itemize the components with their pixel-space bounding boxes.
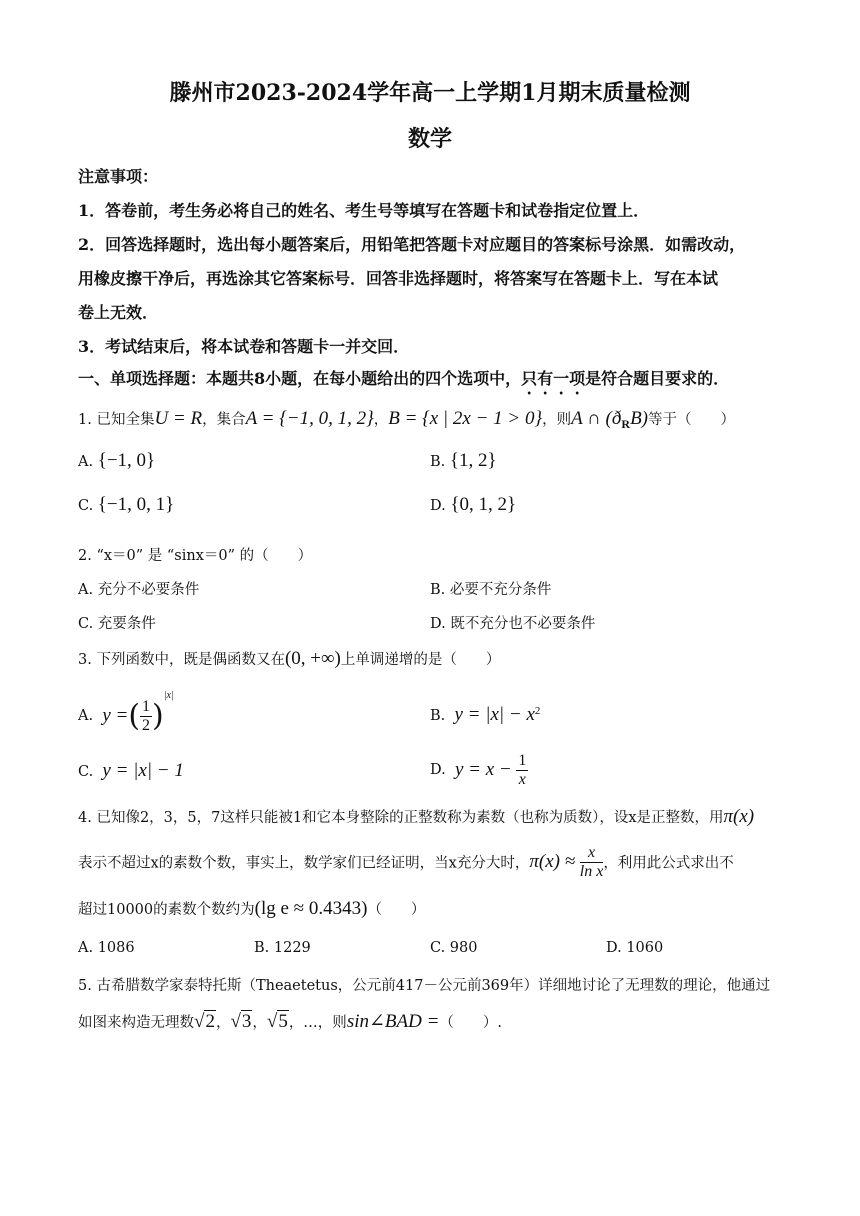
option-label: B. xyxy=(430,582,446,598)
q5-ellipsis: ，…，则 xyxy=(288,1015,347,1031)
notice-item-2-line1: 2．回答选择题时，选出每小题答案后，用铅笔把答题卡对应题目的答案标号涂黑．如需改动， xyxy=(78,235,746,254)
q1-option-a xyxy=(78,450,155,472)
question-4-line2 xyxy=(78,844,734,880)
option-value: 充分不必要条件 xyxy=(97,582,200,598)
fraction-denominator: ln x xyxy=(579,862,604,880)
option-label: D. xyxy=(606,940,622,956)
notice-item-3: 3．考试结束后，将本试卷和答题卡一并交回． xyxy=(78,337,410,356)
option-value: 1086 xyxy=(97,940,135,956)
question-5-line1: 5. 古希腊数学家泰特托斯（Theaetetus，公元前417－公元前369年）详细地讨论了无理数的理论，他通过 xyxy=(78,978,771,994)
option-value: 1060 xyxy=(626,940,664,956)
option-label: A. xyxy=(78,454,94,470)
sqrt-2: √2 xyxy=(194,1011,215,1032)
q3-option-b xyxy=(430,704,540,726)
q4-option-b xyxy=(254,940,311,956)
option-value: y = |x| − 1 xyxy=(102,760,184,781)
q1-option-d xyxy=(430,494,516,516)
option-value: {−1, 0} xyxy=(97,450,156,471)
q1-set-b: B = {x | 2x − 1 > 0} xyxy=(388,408,543,429)
q1-expression: A ∩ (ð xyxy=(571,408,622,429)
q1-then: ，则 xyxy=(542,412,572,428)
option-label: D. xyxy=(430,762,446,779)
exam-title: 滕州市2023-2024学年高一上学期1月期末质量检测 xyxy=(169,80,691,106)
q4-line3-tail: （ ） xyxy=(367,902,426,918)
q4-approx-lhs: π(x) ≈ xyxy=(529,851,576,873)
option-value: 充要条件 xyxy=(97,616,156,632)
option-value: {0, 1, 2} xyxy=(450,494,517,515)
q1-expression-sub: R xyxy=(621,416,631,431)
notice-heading: 注意事项： xyxy=(78,167,159,186)
separator: ， xyxy=(252,1015,267,1031)
option-value: y = |x| − x xyxy=(454,704,535,725)
q1-lead: 1. 已知全集 xyxy=(78,412,155,428)
option-label: A. xyxy=(78,582,94,598)
option-label: B. xyxy=(430,708,446,724)
q1-comma: ， xyxy=(373,412,389,428)
q4-option-d xyxy=(606,940,663,956)
notice-item-1: 1．答卷前，考生务必将自己的姓名、考生号等填写在答题卡和试卷指定位置上． xyxy=(78,201,650,220)
sqrt-5: √5 xyxy=(266,1011,288,1032)
option-exponent: 2 xyxy=(534,705,541,718)
option-value: {1, 2} xyxy=(449,450,497,471)
q1-universal-set: U = R xyxy=(154,408,203,429)
fraction-numerator: x xyxy=(580,844,604,863)
q2-option-a xyxy=(78,578,199,599)
notice-item-2-line2: 用橡皮擦干净后，再选涂其它答案标号．回答非选择题时，将答案写在答题卡上．写在本试 xyxy=(78,269,719,288)
option-exponent: |x| xyxy=(163,690,174,701)
q4-line1-text: 4. 已知像2，3，5，7这样只能被1和它本身整除的正整数称为素数（也称为质数），设x是正整数，用 xyxy=(78,810,724,826)
question-2-stem: 2. “x＝0” 是 “sinx＝0” 的（ ） xyxy=(78,548,313,564)
q3-interval: (0, +∞) xyxy=(284,648,341,669)
radicand: 2 xyxy=(205,1011,215,1032)
q5-sin-expression: sin∠BAD = xyxy=(346,1011,440,1032)
q1-mid: ，集合 xyxy=(202,412,246,428)
section-heading xyxy=(78,366,729,398)
option-label: B. xyxy=(430,454,446,470)
radicand: 5 xyxy=(278,1011,288,1032)
option-value: 必要不充分条件 xyxy=(449,582,552,598)
option-value: 既不充分也不必要条件 xyxy=(450,616,596,632)
question-5-line2 xyxy=(78,1010,502,1033)
fraction-numerator: 1 xyxy=(142,697,151,715)
question-4-line3 xyxy=(78,898,425,920)
q3-a-fraction xyxy=(140,698,152,734)
option-label: D. xyxy=(430,616,446,632)
q2-option-d xyxy=(430,612,595,633)
option-label: C. xyxy=(78,764,94,780)
q1-set-a: A = {−1, 0, 1, 2} xyxy=(245,408,374,429)
q4-option-c xyxy=(430,940,477,956)
q3-option-c xyxy=(78,760,184,782)
option-label: A. xyxy=(78,708,94,724)
option-label: C. xyxy=(78,616,94,632)
q5-line2-tail: （ ）. xyxy=(439,1015,503,1031)
fraction-denominator: 2 xyxy=(142,716,151,734)
option-label: C. xyxy=(78,498,94,514)
q1-option-c xyxy=(78,494,174,516)
q3-stem-part1: 3. 下列函数中，既是偶函数又在 xyxy=(78,652,285,668)
option-value: 980 xyxy=(449,940,478,956)
q2-option-b xyxy=(430,578,551,599)
question-4-line1 xyxy=(78,806,754,828)
question-1-stem xyxy=(78,408,735,432)
q1-option-b xyxy=(430,450,497,472)
q2-option-c xyxy=(78,612,156,633)
radicand: 3 xyxy=(241,1011,252,1032)
left-paren: ( xyxy=(128,698,141,734)
option-value: y = x − xyxy=(454,759,512,781)
option-value: y = xyxy=(102,705,129,726)
q4-approx-fraction xyxy=(580,844,604,880)
section-heading-part1: 一、单项选择题：本题共8小题，在每小题给出的四个选项中， xyxy=(78,369,522,388)
option-label: C. xyxy=(430,940,446,956)
separator: ， xyxy=(215,1015,231,1031)
fraction-denominator: x xyxy=(518,770,526,788)
option-value: 1229 xyxy=(273,940,311,956)
option-label: B. xyxy=(254,940,270,956)
option-label: D. xyxy=(430,498,446,514)
question-3-stem xyxy=(78,648,500,670)
q4-line2-tail: ，利用此公式求出不 xyxy=(603,855,734,872)
sqrt-3: √3 xyxy=(230,1011,252,1032)
q4-line3-text: 超过10000的素数个数约为 xyxy=(78,902,255,918)
q4-line2-text: 表示不超过x的素数个数，事实上，数学家们已经证明，当x充分大时， xyxy=(78,855,530,872)
q4-pi-x: π(x) xyxy=(723,806,755,827)
q1-expression-end: B) xyxy=(630,408,648,429)
subject-title: 数学 xyxy=(407,126,452,152)
section-heading-emphasis: 只有一项 xyxy=(521,369,586,388)
right-paren: ) xyxy=(152,698,164,734)
fraction-numerator: 1 xyxy=(518,752,527,769)
section-heading-part2: 是符合题目要求的． xyxy=(585,369,730,388)
q1-tail: 等于（ ） xyxy=(648,412,735,428)
notice-item-2-line3: 卷上无效． xyxy=(78,303,159,322)
q5-line2-text: 如图来构造无理数 xyxy=(78,1015,194,1031)
q3-option-d xyxy=(430,752,528,788)
option-value: {−1, 0, 1} xyxy=(97,494,175,515)
q4-lge: (lg e ≈ 0.4343) xyxy=(254,898,368,919)
q3-stem-part2: 上单调递增的是（ ） xyxy=(340,652,501,668)
q4-option-a xyxy=(78,940,135,956)
q3-option-a xyxy=(78,690,174,734)
option-label: A. xyxy=(78,940,94,956)
q3-d-fraction xyxy=(516,752,528,788)
